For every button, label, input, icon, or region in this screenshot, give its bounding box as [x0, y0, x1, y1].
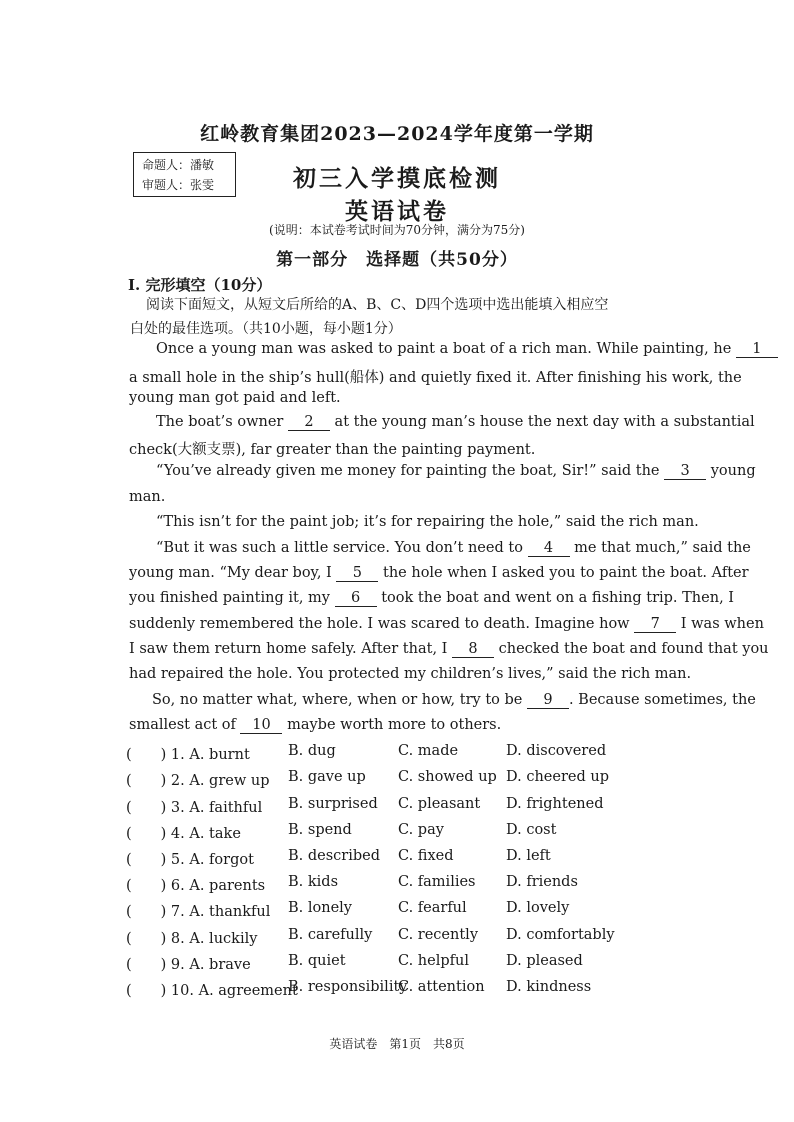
option-c: C. fixed — [398, 848, 454, 864]
blank-5: 5 — [336, 566, 378, 582]
exam-title: 初三入学摸底检测 — [293, 165, 501, 192]
option-d: D. comfortably — [506, 927, 615, 943]
question-row — [126, 900, 686, 922]
question-row — [126, 822, 686, 844]
passage-line: you finished painting it, my 6 took the boat and went on a fishing trip. Then, I — [129, 590, 735, 606]
passage-line: “This isn’t for the paint job; it’s for repairing the hole,” said the rich man. — [156, 514, 699, 530]
passage-line: a small hole in the ship’s hull(船体) and quietly fixed it. After finishing his work, the — [129, 370, 742, 386]
option-b: B. described — [288, 848, 381, 864]
reviewer-line: 审题人：张雯 — [142, 178, 215, 192]
option-a: ( ) 3. A. faithful — [126, 800, 263, 816]
passage-line: Once a young man was asked to paint a boat of a rich man. While painting, he 1 — [156, 341, 778, 358]
option-b: B. dug — [288, 743, 336, 759]
option-b: B. surprised — [288, 796, 378, 812]
option-b: B. spend — [288, 822, 352, 838]
passage-line: “You’ve already given me money for painting the boat, Sir!” said the 3 young — [156, 463, 756, 479]
option-a: ( ) 4. A. take — [126, 826, 241, 842]
page-footer: 英语试卷 第1页 共8页 — [329, 1037, 465, 1051]
option-a: ( ) 2. A. grew up — [126, 773, 270, 789]
option-c: C. attention — [398, 979, 485, 995]
option-d: D. discovered — [506, 743, 607, 759]
option-c: C. fearful — [398, 900, 467, 916]
exam-note: (说明：本试卷考试时间为70分钟，满分为75分) — [269, 223, 525, 237]
blank-4: 4 — [528, 541, 570, 557]
section-title: I. 完形填空（10分） — [128, 276, 272, 294]
blank-7: 7 — [634, 617, 676, 633]
part-title: 第一部分 选择题（共50分） — [276, 250, 518, 270]
instruction-line-2: 白处的最佳选项。（共10小题，每小题1分） — [130, 321, 402, 337]
passage-line: The boat’s owner 2 at the young man’s house the next day with a substantial — [156, 414, 755, 430]
blank-6: 6 — [335, 591, 377, 607]
option-a: ( ) 6. A. parents — [126, 878, 266, 894]
option-b: B. quiet — [288, 953, 346, 969]
passage-line: suddenly remembered the hole. I was scared to death. Imagine how 7 I was when — [129, 616, 764, 632]
passage-line: young man. “My dear boy, I 5 the hole when I asked you to paint the boat. After — [129, 565, 749, 581]
option-b: B. responsibility — [288, 979, 408, 995]
option-d: D. cheered up — [506, 769, 609, 785]
option-a: ( ) 10. A. agreement — [126, 983, 298, 999]
option-c: C. showed up — [398, 769, 497, 785]
question-row — [126, 848, 686, 870]
option-d: D. pleased — [506, 953, 583, 969]
passage-line: So, no matter what, where, when or how, try to be 9 . Because sometimes, the — [152, 692, 756, 708]
blank-3: 3 — [664, 464, 706, 480]
blank-10: 10 — [240, 718, 282, 734]
option-d: D. friends — [506, 874, 578, 890]
option-a: ( ) 9. A. brave — [126, 957, 251, 973]
passage-line: “But it was such a little service. You don’t need to 4 me that much,” said the — [156, 540, 751, 556]
blank-9: 9 — [527, 693, 569, 709]
passage-line: I saw them return home safely. After that, I 8 checked the boat and found that you — [129, 641, 769, 657]
passage-line: had repaired the hole. You protected my children’s lives,” said the rich man. — [129, 666, 692, 682]
question-row — [126, 796, 686, 818]
question-row — [126, 927, 686, 949]
passage-line: check(大额支票), far greater than the painting payment. — [129, 442, 536, 458]
option-a: ( ) 1. A. burnt — [126, 747, 250, 763]
passage-line: man. — [129, 489, 166, 505]
question-row — [126, 743, 686, 765]
blank-8: 8 — [452, 642, 494, 658]
blank-2: 2 — [288, 415, 330, 431]
option-b: B. carefully — [288, 927, 373, 943]
instruction-line-1: 阅读下面短文，从短文后所给的A、B、C、D四个选项中选出能填入相应空 — [146, 297, 609, 313]
option-b: B. lonely — [288, 900, 352, 916]
option-c: C. families — [398, 874, 476, 890]
option-d: D. frightened — [506, 796, 604, 812]
option-d: D. left — [506, 848, 551, 864]
blank-1: 1 — [736, 342, 778, 358]
subject-title: 英语试卷 — [345, 198, 449, 225]
option-a: ( ) 7. A. thankful — [126, 904, 271, 920]
option-d: D. kindness — [506, 979, 592, 995]
option-c: C. pay — [398, 822, 444, 838]
question-row — [126, 874, 686, 896]
option-a: ( ) 8. A. luckily — [126, 931, 258, 947]
passage-line: young man got paid and left. — [129, 390, 341, 406]
option-c: C. pleasant — [398, 796, 481, 812]
question-row — [126, 769, 686, 791]
passage-line: smallest act of 10 maybe worth more to others. — [129, 717, 502, 733]
option-d: D. lovely — [506, 900, 570, 916]
author-line: 命题人：潘敏 — [142, 158, 215, 172]
school-title: 红岭教育集团2023—2024学年度第一学期 — [200, 123, 594, 145]
option-b: B. gave up — [288, 769, 366, 785]
option-d: D. cost — [506, 822, 557, 838]
question-row — [126, 953, 686, 975]
option-b: B. kids — [288, 874, 339, 890]
option-c: C. recently — [398, 927, 479, 943]
question-row — [126, 979, 686, 1001]
option-c: C. made — [398, 743, 459, 759]
option-c: C. helpful — [398, 953, 469, 969]
option-a: ( ) 5. A. forgot — [126, 852, 254, 868]
